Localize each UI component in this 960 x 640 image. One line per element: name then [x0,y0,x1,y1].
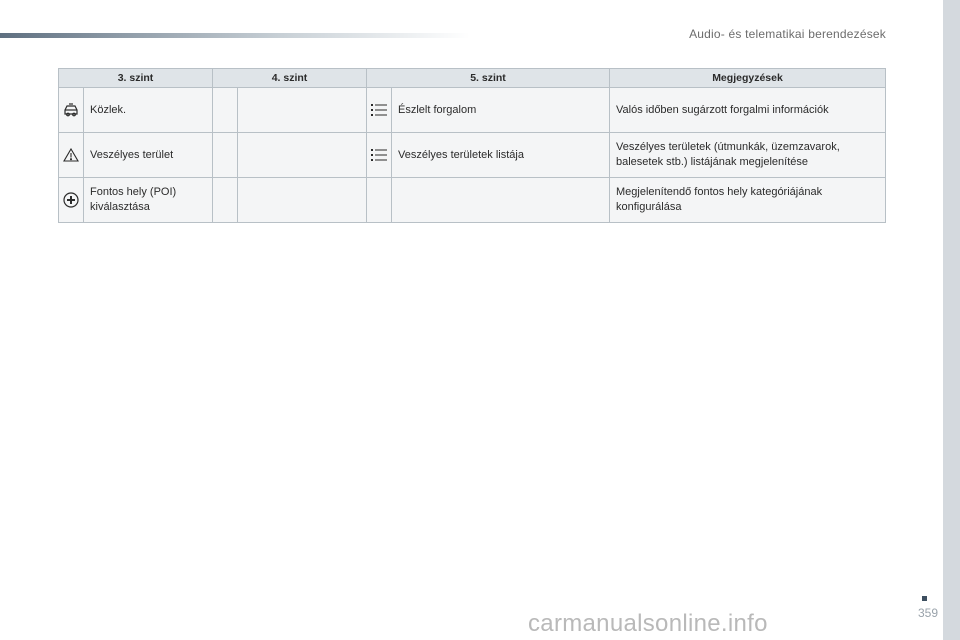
level5-icon-cell [367,88,392,133]
level5-icon-cell [367,133,392,178]
level4-icon-cell [213,133,238,178]
note-text: Veszélyes területek (útmunkák, üzemzavarok, balesetek stb.) listájának megjelenítése [610,133,886,178]
note-text: Valós időben sugárzott forgalmi információk [610,88,886,133]
column-header-notes: Megjegyzések [610,69,886,88]
level5-label [392,178,610,223]
level4-icon-cell [213,88,238,133]
add-circle-icon [63,192,79,208]
level4-label [238,178,367,223]
warning-triangle-icon [63,148,79,162]
watermark: carmanualsonline.info [528,610,768,637]
car-traffic-icon [62,103,80,117]
page-number: 359 [917,606,938,620]
table-header-row [59,69,886,88]
page-header-title: Audio- és telematikai berendezések [689,27,886,41]
page-marker [922,596,927,601]
table-row [59,88,886,133]
level3-label: Fontos hely (POI) kiválasztása [84,178,213,223]
level5-label: Veszélyes területek listája [392,133,610,178]
column-header-level4: 4. szint [213,69,367,88]
page-side-strip [943,0,960,640]
level5-label: Észlelt forgalom [392,88,610,133]
menu-levels-table [58,68,886,223]
level3-label: Közlek. [84,88,213,133]
column-header-level3: 3. szint [59,69,213,88]
level4-label [238,133,367,178]
level3-icon-cell [59,88,84,133]
note-text: Megjelenítendő fontos hely kategóriájának konfigurálása [610,178,886,223]
list-icon [371,103,387,117]
table-row [59,133,886,178]
level3-icon-cell [59,133,84,178]
column-header-level5: 5. szint [367,69,610,88]
level5-icon-cell [367,178,392,223]
table-row [59,178,886,223]
level3-icon-cell [59,178,84,223]
list-icon [371,148,387,162]
level4-icon-cell [213,178,238,223]
level4-label [238,88,367,133]
header-accent-bar [0,33,470,38]
level3-label: Veszélyes terület [84,133,213,178]
